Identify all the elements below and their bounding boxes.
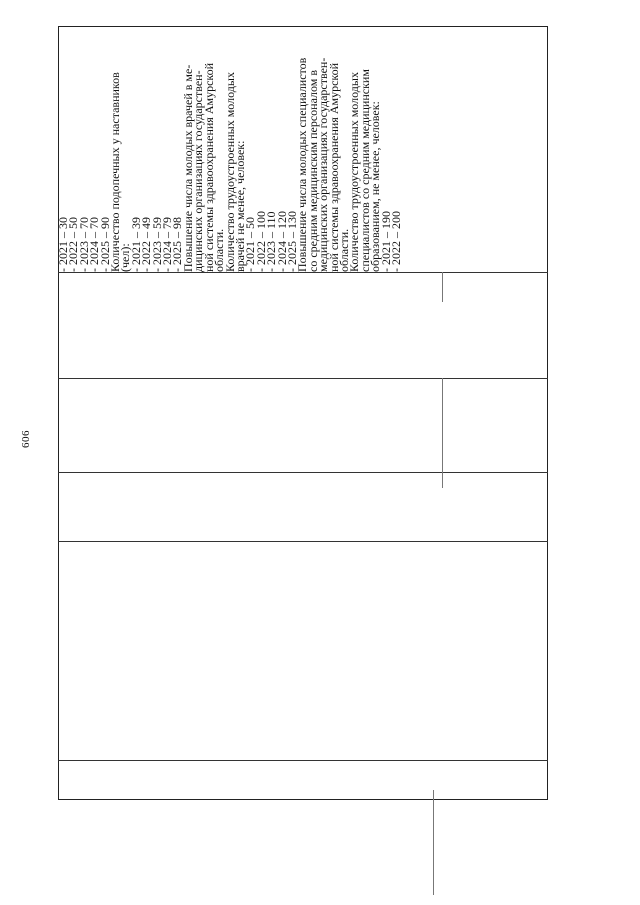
cell-line: - 2021 – 190: [378, 211, 393, 272]
cell-line: - 2024 – 79: [160, 217, 175, 272]
cell-line: ной системы здравоохранения Амурской: [326, 62, 341, 272]
cell-line: - 2022 – 50: [66, 217, 81, 272]
cell-line: - 2021 – 50: [243, 217, 258, 272]
cell-line: - 2024 – 70: [87, 217, 102, 272]
cell-line: дицинских организациях государствен-: [191, 70, 206, 272]
cell-line: Повышение числа молодых врачей в ме-: [180, 64, 195, 272]
cell-line: Количество подопечных у наставников: [108, 72, 123, 272]
cell-line: - 2021 – 30: [56, 217, 70, 272]
cell-line: - 2024 – 120: [274, 211, 289, 272]
cell-line: - 2023 – 70: [76, 217, 91, 272]
cell-line: (чел):: [118, 243, 133, 272]
cell-line: - 2025 – 130: [284, 211, 299, 272]
cell-line: Повышение числа молодых специалистов: [295, 57, 310, 272]
table-row-divider: [58, 541, 548, 542]
cell-line: - 2023 – 59: [149, 217, 164, 272]
cell-line: медицинских организациях государствен-: [316, 57, 331, 272]
cell-line: области.: [212, 228, 227, 272]
table-row-divider: [58, 378, 548, 379]
cell-line: образованием, не менее, человек:: [368, 101, 383, 272]
cell-line: - 2021 – 39: [128, 217, 143, 272]
cell-line: со средним медицинским персоналом в: [305, 69, 320, 272]
cell-line: специалистов со средним медицинским: [357, 69, 372, 272]
cell-line: - 2023 – 110: [264, 211, 279, 272]
cell-line: - 2025 – 90: [97, 217, 112, 272]
cell-line: - 2022 – 49: [139, 217, 154, 272]
cell-line: ной системы здравоохранения Амурской: [201, 62, 216, 272]
table-cell-goals: [58, 26, 548, 272]
cell-line: - 2022 – 200: [389, 211, 403, 272]
cell-line: - 2022 – 100: [253, 211, 268, 272]
table-row-divider: [58, 272, 548, 273]
column-rule: [442, 272, 443, 302]
column-rule: [442, 378, 443, 488]
page-number: 606: [20, 430, 32, 448]
cell-line: врачей не менее, человек:: [232, 140, 247, 272]
margin-rule: [433, 790, 434, 895]
cell-line: Количество трудоустроенных молодых: [347, 72, 362, 272]
cell-line: области.: [336, 228, 351, 272]
cell-line: Количество трудоустроенных молодых: [222, 72, 237, 272]
table-row-divider: [58, 472, 548, 473]
table-row-divider: [58, 760, 548, 761]
cell-line: - 2025 – 98: [170, 217, 185, 272]
